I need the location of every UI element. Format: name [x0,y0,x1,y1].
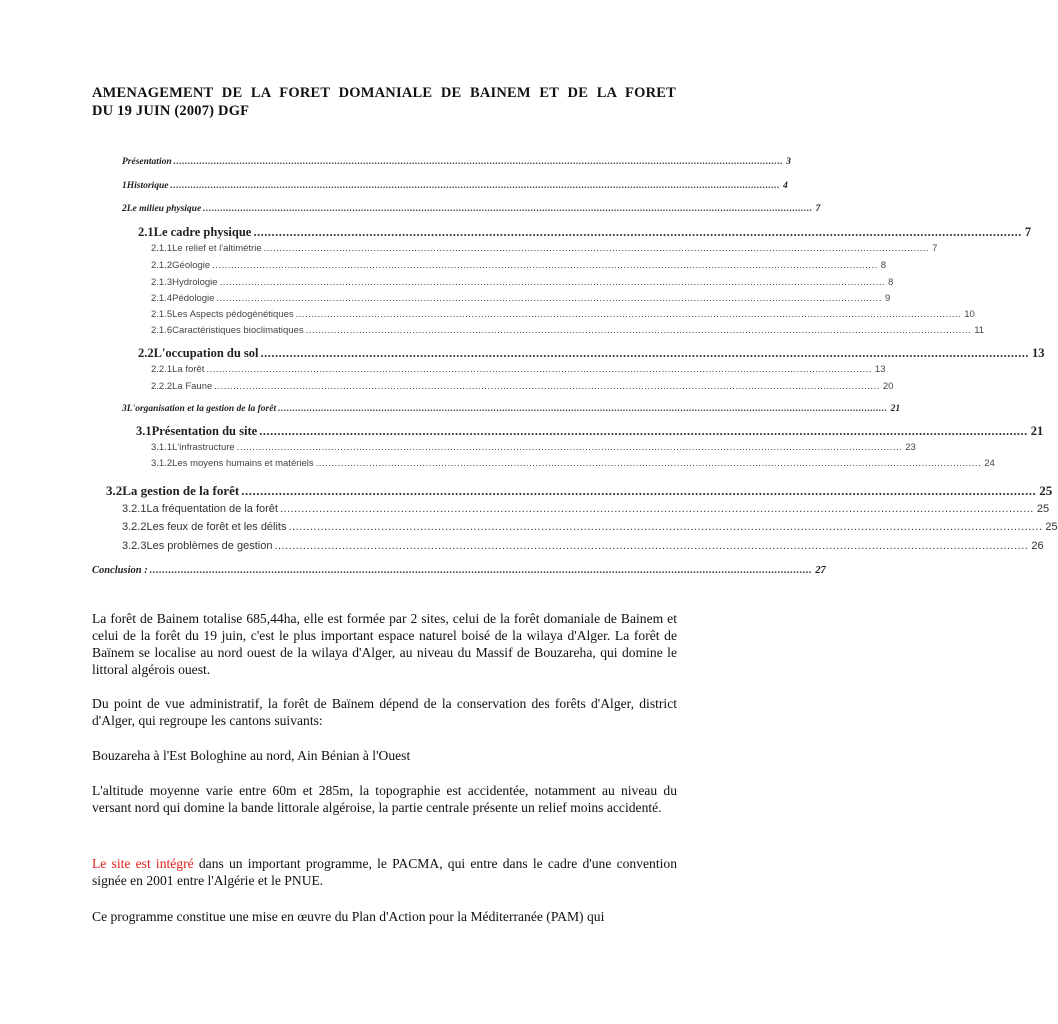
toc-number: 3 [122,404,127,414]
toc-label: Les moyens humains et matériels [172,458,314,469]
toc-leader: .................................................................................................................................................................................................................... [212,260,878,271]
paragraph-text: dans un important programme, le PACMA, qui entre dans le cadre d'une convention signée en 2001 entre l'Algérie et le PNUE. [92,856,677,888]
toc-label: Hydrologie [172,277,218,288]
toc-entry[interactable] [92,565,826,576]
toc-leader: .................................................................................................................................................................................................................... [288,521,1043,533]
toc-entry[interactable] [151,243,938,254]
toc-leader: .................................................................................................................................................................................................................... [149,565,813,576]
toc-leader: .................................................................................................................................................................................................................... [274,540,1029,552]
toc-leader: .................................................................................................................................................................................................................... [305,325,972,336]
toc-entry[interactable] [151,458,995,469]
toc-number: 3.1 [136,424,152,438]
toc-label: Pédologie [172,293,215,304]
body-paragraph-4: L'altitude moyenne varie entre 60m et 285m, la topographie est accidentée, notamment au niveau du versant nord qui domine la bande littorale algéroise, la partie centrale présente un relief moins accidenté. [92,783,677,815]
toc-entry[interactable] [122,404,901,414]
toc-label: Géologie [172,260,211,271]
toc-leader: .................................................................................................................................................................................................................... [173,157,784,167]
toc-number: 3.2.2 [122,521,147,533]
toc-number: 2.1.5 [151,309,173,320]
toc-label: La forêt [172,364,205,375]
toc-entry[interactable] [122,503,1050,515]
toc-page: 20 [882,381,894,392]
toc-label: L'infrastructure [172,442,235,453]
toc-page: 25 [1039,483,1053,498]
toc-entry[interactable] [138,346,1045,361]
toc-page: 27 [815,565,826,576]
toc-page: 3 [786,157,791,167]
toc-label: Présentation [122,157,172,167]
toc-number: 2.1 [138,225,154,239]
toc-entry[interactable] [151,260,887,271]
toc-page: 7 [1024,225,1032,239]
toc-number: 2.2.2 [151,381,173,392]
toc-label: L'organisation et la gestion de la forêt [126,404,277,414]
document-title [92,84,676,120]
toc-leader: .................................................................................................................................................................................................................... [279,503,1034,515]
toc-entry[interactable] [138,225,1032,240]
toc-leader: .................................................................................................................................................................................................................... [253,225,1022,239]
toc-label: Les feux de forêt et les délits [146,521,287,533]
toc-leader: .................................................................................................................................................................................................................... [263,243,930,254]
toc-label: L'occupation du sol [153,346,259,360]
toc-leader: .................................................................................................................................................................................................................... [170,181,780,191]
toc-number: 2.2 [138,346,154,360]
toc-page: 25 [1045,521,1058,533]
toc-page: 10 [964,309,975,320]
toc-entry[interactable] [106,483,1053,499]
toc-page: 11 [974,325,985,336]
toc-leader: .................................................................................................................................................................................................................... [295,309,962,320]
toc-number: 3.2.1 [122,503,147,515]
toc-page: 8 [888,277,894,288]
body-paragraph-2: Du point de vue administratif, la forêt de Baïnem dépend de la conservation des forêts d'Alger, district d'Alger, qui regroupe les cantons suivants: [92,696,677,728]
toc-page: 9 [884,293,891,304]
toc-leader: .................................................................................................................................................................................................................... [236,442,903,453]
toc-leader: .................................................................................................................................................................................................................... [219,277,886,288]
toc-leader: .................................................................................................................................................................................................................... [260,346,1030,360]
toc-label: Caractéristiques bioclimatiques [172,325,304,336]
toc-entry[interactable] [151,309,975,320]
toc-page: 25 [1036,503,1050,515]
toc-entry[interactable] [122,181,788,191]
toc-label: Conclusion : [92,565,148,576]
toc-number: 2.1.1 [151,243,173,254]
toc-leader: .................................................................................................................................................................................................................... [315,458,982,469]
toc-page: 24 [984,458,995,469]
toc-entry[interactable] [151,364,886,375]
toc-leader: .................................................................................................................................................................................................................... [241,483,1037,498]
toc-number: 3.2.3 [122,540,147,552]
toc-number: 3.1.1 [151,442,173,453]
toc-entry[interactable] [136,424,1044,439]
toc-number: 2.1.3 [151,277,173,288]
toc-page: 8 [880,260,887,271]
toc-number: 3.2 [106,483,123,498]
highlighted-text: Le site est intégré [92,856,194,871]
toc-page: 23 [905,442,916,453]
toc-label: Historique [126,181,169,191]
toc-number: 2.1.4 [151,293,173,304]
toc-page: 4 [782,181,788,191]
toc-label: La Faune [172,381,213,392]
toc-entry[interactable] [122,204,821,214]
title-line-1: AMENAGEMENT DE LA FORET DOMANIALE DE BAINEM ET DE LA FORET [92,85,676,101]
toc-page: 21 [890,404,901,414]
toc-label: Le cadre physique [153,225,252,239]
toc-number: 2 [122,204,127,214]
toc-number: 2.1.6 [151,325,173,336]
title-line-2: DU 19 JUIN (2007) DGF [92,103,250,119]
toc-page: 13 [874,364,886,375]
toc-leader: .................................................................................................................................................................................................................... [206,364,872,375]
toc-entry[interactable] [151,293,891,304]
toc-page: 7 [815,204,821,214]
toc-page: 7 [932,243,938,254]
toc-leader: .................................................................................................................................................................................................................... [214,381,880,392]
toc-entry[interactable] [151,381,894,392]
toc-page: 26 [1031,540,1044,552]
toc-label: La fréquentation de la forêt [146,503,278,515]
toc-number: 1 [122,181,127,191]
toc-number: 2.2.1 [151,364,173,375]
toc-number: 2.1.2 [151,260,173,271]
toc-entry[interactable] [151,442,916,453]
toc-leader: .................................................................................................................................................................................................................... [259,424,1028,438]
toc-number: 3.1.2 [151,458,173,469]
toc-page: 21 [1030,424,1044,438]
body-paragraph-6: Ce programme constitue une mise en œuvre du Plan d'Action pour la Méditerranée (PAM) qui [92,909,605,924]
toc-leader: .................................................................................................................................................................................................................... [216,293,882,304]
toc-label: Le relief et l'altimétrie [172,243,262,254]
toc-leader: .................................................................................................................................................................................................................... [203,204,813,214]
toc-leader: .................................................................................................................................................................................................................... [278,404,888,414]
toc-label: Le milieu physique [126,204,202,214]
toc-entry[interactable] [151,325,985,336]
toc-entry[interactable] [122,540,1044,552]
toc-label: Les problèmes de gestion [146,540,273,552]
toc-page: 13 [1032,346,1045,360]
toc-label: Présentation du site [151,424,258,438]
body-paragraph-1: La forêt de Bainem totalise 685,44ha, elle est formée par 2 sites, celui de la forêt domaniale de Bainem et celui de la forêt du 19 juin, c'est le plus important espace naturel boisé de la wilaya d'Alger. La forêt de Baïnem se localise au nord ouest de la wilaya d'Alger, au niveau du Massif de Bouzareha, qui domine le littoral algérois ouest. [92,611,677,677]
toc-label: La gestion de la forêt [122,483,240,498]
body-paragraph-3: Bouzareha à l'Est Bologhine au nord, Ain Bénian à l'Ouest [92,748,411,763]
body-paragraph-5 [92,855,677,889]
toc-entry[interactable] [122,157,791,167]
toc-entry[interactable] [122,521,1058,533]
toc-label: Les Aspects pédogénétiques [172,309,294,320]
toc-entry[interactable] [151,277,894,288]
